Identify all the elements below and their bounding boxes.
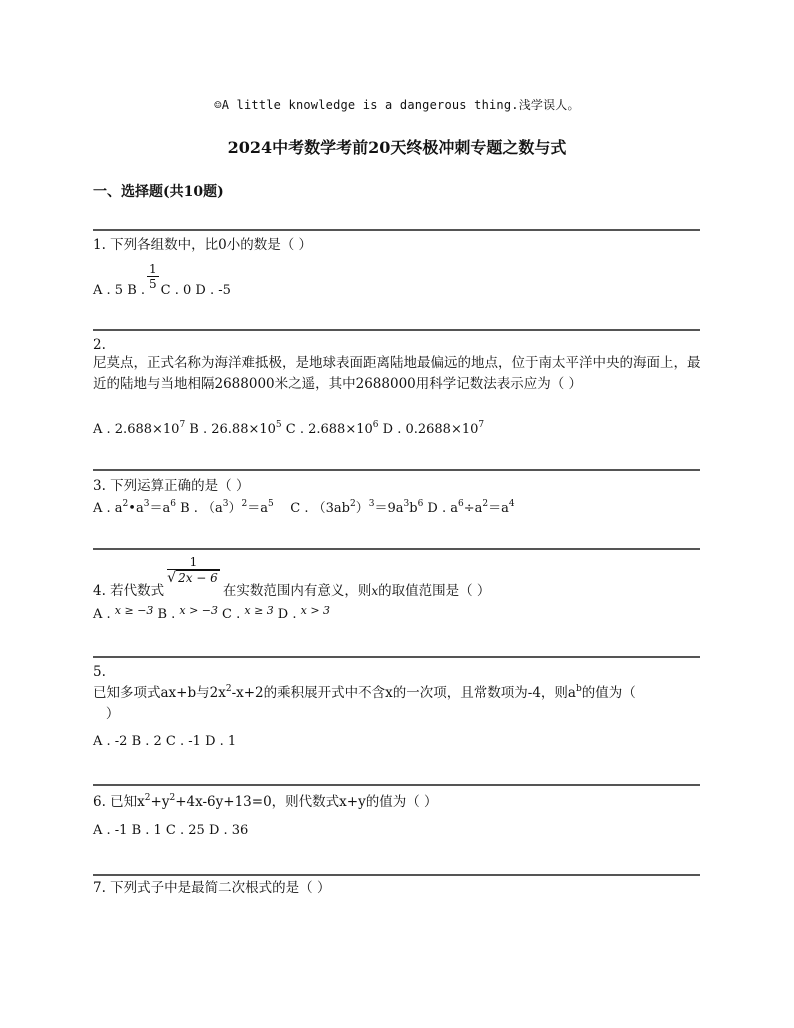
question-1-options: A . 5 B . $\frac{1}{5}$ C . 0 D . -5	[93, 262, 231, 298]
divider	[93, 469, 700, 471]
divider	[93, 329, 700, 331]
fraction-expression: $\frac{1}{√ 2x - 6}$	[167, 555, 218, 586]
question-2-options: A . $2.688\times 10^7$ B . $26.88\times 10^5$ C . $2.688\times 10^6$ D . $0.2688\times 10^7$	[93, 420, 485, 437]
divider	[93, 784, 700, 786]
question-5-stem-continued: ）	[93, 706, 120, 722]
question-4-options: A . $^{x \ge -3}$ B . $^{x > -3}$ C . $^{x \ge 3}$ D . $^{x > 3}$	[93, 604, 331, 622]
divider	[93, 656, 700, 658]
question-7-stem: 7. 下列式子中是最简二次根式的是（ ）	[93, 880, 331, 896]
section-heading: 一、选择题(共10题)	[93, 184, 224, 200]
page-title: 2024中考数学考前20天终极冲刺专题之数与式	[227, 138, 567, 157]
question-1-stem: 1. 下列各组数中，比0小的数是（ ）	[93, 237, 313, 253]
fraction-one-fifth: $\frac{1}{5}$	[149, 262, 157, 291]
divider	[93, 548, 700, 550]
question-5-stem: 已知多项式ax+b与$2x^2-x+2$的乘积展开式中不含x的一次项，且常数项为-4，则$a^b$的值为（	[93, 684, 636, 701]
header-quote: ☺A little knowledge is a dangerous thing.浅学误人。	[214, 98, 580, 112]
question-5-number: 5.	[93, 664, 106, 680]
question-5-options: A . -2 B . 2 C . -1 D . 1	[93, 734, 237, 749]
question-6-options: A . -1 B . 1 C . 25 D . 36	[93, 823, 249, 838]
question-6-stem: 6. 已知$x^2+y^2+4x-6y+13=0$，则代数式x+y的值为（ ）	[93, 793, 438, 810]
question-3-options: A . $a^2•a^3=a^6$ B . $(a^3)^2=a^5$ C . $(3ab^2)^3=9a^3b^6$ D . $a^6\div a^2=a^4$	[93, 499, 515, 516]
divider	[93, 874, 700, 876]
question-2-number: 2.	[93, 337, 106, 353]
question-2-stem: 尼莫点，正式名称为海洋难抵极，是地球表面距离陆地最偏远的地点，位于南太平洋中央的海面上，最近的陆地与当地相隔2688000米之遥，其中2688000用科学记数法表示应为（ ）	[93, 355, 701, 392]
question-3-stem: 3. 下列运算正确的是（ ）	[93, 478, 250, 494]
divider	[93, 229, 700, 231]
question-4-stem: 4. 若代数式 $\frac{1}{√ 2x - 6}$ 在实数范围内有意义，则x的取值范围是（ ）	[93, 555, 491, 599]
